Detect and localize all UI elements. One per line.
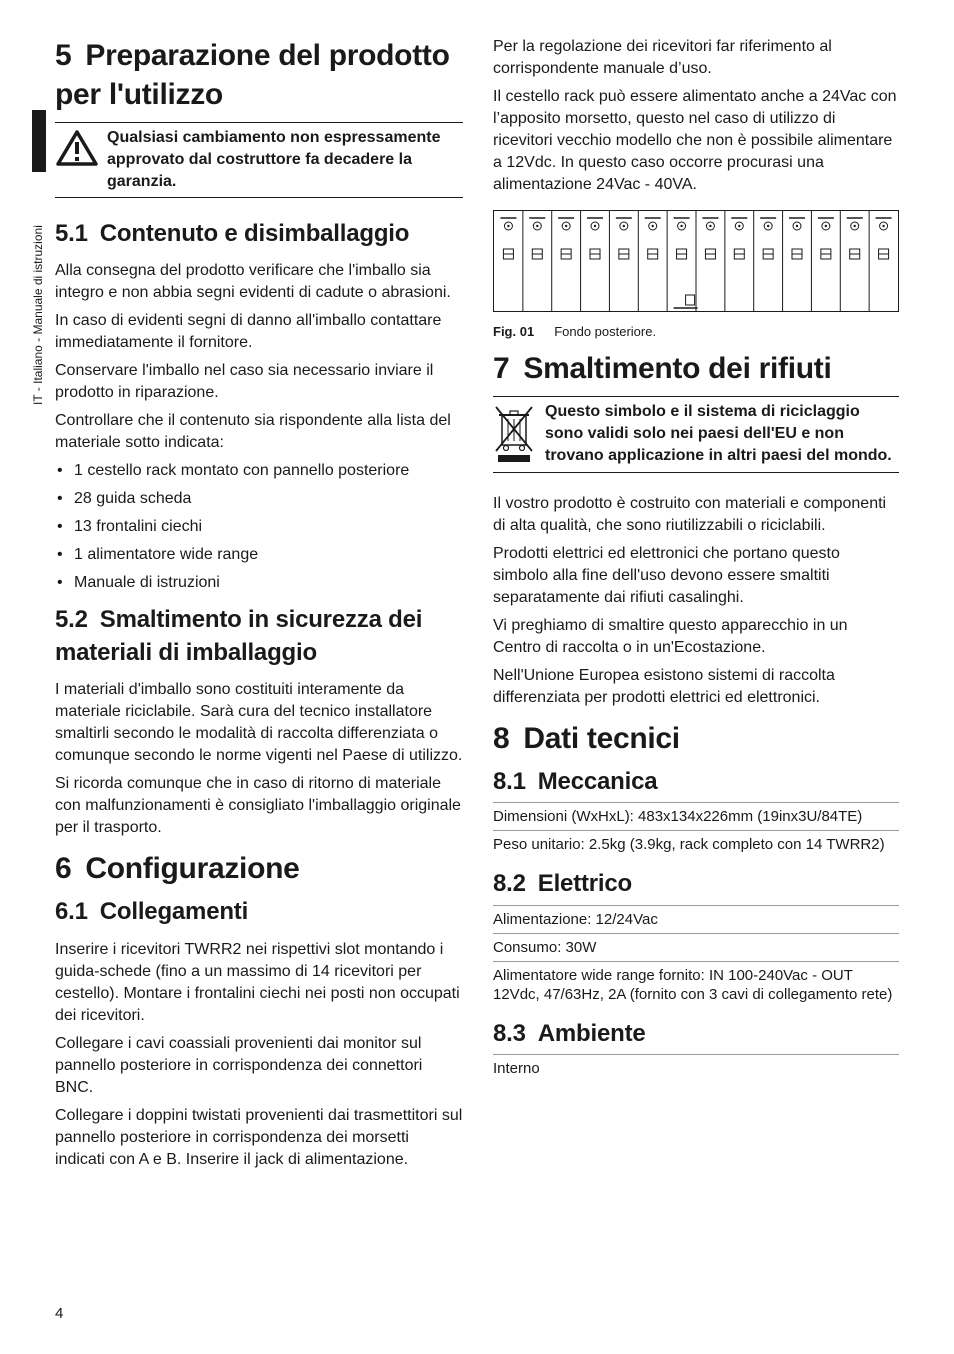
spec-table-environment bbox=[493, 1054, 899, 1082]
page-number: 4 bbox=[55, 1305, 64, 1322]
rack-slot bbox=[869, 211, 891, 311]
section-title: Collegamenti bbox=[99, 898, 249, 926]
section-title: Elettrico bbox=[537, 870, 632, 898]
sidebar-marker bbox=[32, 110, 46, 172]
section-5-heading bbox=[55, 36, 463, 114]
paragraph: Si ricorda comunque che in caso di ritorno di materiale con malfunzionamenti è consigliato l'imballaggio originale per il trasporto. bbox=[55, 775, 461, 837]
section-8-3-heading bbox=[493, 1018, 899, 1050]
warning-text: Qualsiasi cambiamento non espressamente approvato dal costruttore fa decadere la garanzia. bbox=[107, 129, 441, 190]
rack-slot bbox=[552, 211, 574, 311]
section-number: 5 bbox=[55, 39, 72, 72]
paragraph: Vi preghiamo di smaltire questo apparecchio in un Centro di raccolta o in un'Ecostazione. bbox=[493, 617, 848, 656]
list-item: • 1 cestello rack montato con pannello posteriore bbox=[55, 460, 463, 482]
spec-row: Consumo: 30W bbox=[493, 933, 899, 961]
contents-list bbox=[55, 460, 463, 594]
paragraph: Prodotti elettrici ed elettronici che portano questo simbolo alla fine dell'uso devono essere smaltiti separatamente dai rifiuti casalinghi. bbox=[493, 545, 840, 606]
spec-row: Dimensioni (WxHxL): 483x134x226mm (19inx3U/84TE) bbox=[493, 802, 899, 830]
rack-slot bbox=[696, 211, 718, 311]
section-5-1-heading bbox=[55, 218, 463, 250]
section-title: Smaltimento dei rifiuti bbox=[523, 352, 832, 385]
paragraph: I materiali d'imballo sono costituiti interamente da materiale riciclabile. Sarà cura del tecnico installatore smaltirli secondo le modalità di raccolta differenziata o comunque secondo le norme vigenti nel Paese di utilizzo. bbox=[55, 681, 463, 765]
section-number: 6 bbox=[55, 852, 72, 886]
section-title: Meccanica bbox=[537, 768, 658, 795]
paragraph: Il cestello rack può essere alimentato anche a 24Vac con l’apposito morsetto, questo nel caso di utilizzo di ricevitori vecchio modello che non è possibile alimentare a 12Vdc. In questo caso occorre procurasi una alimentazione 24Vac - 40VA. bbox=[493, 88, 897, 193]
paragraph: Nell'Unione Europea esistono sistemi di raccolta differenziata per prodotti elettrici ed elettronici. bbox=[493, 667, 835, 706]
section-number: 8.3 bbox=[493, 1019, 526, 1047]
rack-slot bbox=[840, 211, 862, 311]
section-title: Ambiente bbox=[537, 1019, 646, 1047]
paragraph: Per la regolazione dei ricevitori far riferimento al corrispondente manuale d’uso. bbox=[493, 38, 832, 77]
sidebar-language-label: IT - Italiano - Manuale di istruzioni bbox=[31, 225, 45, 405]
section-7-heading bbox=[493, 349, 899, 388]
figure-label: Fig. 01 bbox=[493, 324, 535, 339]
section-title: Smaltimento in sicurezza dei materiali di imballaggio bbox=[55, 606, 423, 666]
section-number: 5.2 bbox=[55, 606, 88, 634]
rack-slot bbox=[638, 211, 660, 311]
weee-notice-text: Questo simbolo e il sistema di riciclaggio sono validi solo nei paesi dell'EU e non trovano applicazione in altri paesi del mondo. bbox=[545, 403, 892, 464]
paragraph: Collegare i doppini twistati provenienti dai trasmettitori sul pannello posteriore in corrispondenza dei morsetti indicati con A e B. Inserire il jack di alimentazione. bbox=[55, 1106, 463, 1168]
rack-slot bbox=[500, 217, 516, 259]
section-title: Configurazione bbox=[85, 852, 300, 886]
weee-notice-box bbox=[493, 396, 899, 473]
rack-slot bbox=[811, 211, 833, 311]
section-5-2-heading bbox=[55, 604, 463, 669]
paragraph: Conservare l'imballo nel caso sia necessario inviare il prodotto in riparazione. bbox=[55, 362, 434, 402]
list-item: • 1 alimentatore wide range bbox=[55, 544, 463, 566]
rack-slot bbox=[667, 211, 689, 311]
spec-table-mechanical bbox=[493, 802, 899, 858]
rack-slot bbox=[609, 211, 631, 311]
right-column bbox=[493, 36, 899, 1082]
section-8-1-heading bbox=[493, 766, 899, 798]
section-title: Preparazione del prodotto per l'utilizzo bbox=[55, 39, 450, 111]
figure-caption-text: Fondo posteriore. bbox=[554, 324, 657, 339]
section-title: Dati tecnici bbox=[523, 722, 680, 755]
rack-slot bbox=[581, 211, 603, 311]
section-number: 8.2 bbox=[493, 870, 526, 898]
spec-row: Alimentatore wide range fornito: IN 100-240Vac - OUT 12Vdc, 47/63Hz, 2A (fornito con 3 cavi di collegamento rete) bbox=[493, 961, 899, 1008]
left-column bbox=[55, 36, 463, 1177]
section-8-heading bbox=[493, 719, 899, 758]
paragraph: Inserire i ricevitori TWRR2 nei rispettivi slot montando i guida-schede (fino a un massimo di 14 ricevitori per cestello). Montare i frontalini ciechi nei posti non occupati dei ricevitori. bbox=[55, 940, 460, 1024]
section-8-2-heading bbox=[493, 868, 899, 900]
paragraph: Controllare che il contenuto sia rispondente alla lista del materiale sotto indicata: bbox=[55, 412, 451, 452]
section-number: 5.1 bbox=[55, 220, 88, 247]
rear-panel-diagram bbox=[494, 211, 898, 311]
spec-row: Peso unitario: 2.5kg (3.9kg, rack completo con 14 TWRR2) bbox=[493, 830, 899, 858]
paragraph: Il vostro prodotto è costruito con materiali e componenti di alta qualità, che sono riutilizzabili o riciclabili. bbox=[493, 495, 887, 534]
section-number: 8.1 bbox=[493, 768, 526, 795]
paragraph: Collegare i cavi coassiali provenienti dai monitor sul pannello posteriore in corrispondenza dei connettori BNC. bbox=[55, 1034, 423, 1096]
paragraph: In caso di evidenti segni di danno all'imballo contattare immediatamente il fornitore. bbox=[55, 312, 442, 352]
weee-bin-icon bbox=[493, 401, 545, 468]
rack-slot bbox=[725, 211, 747, 311]
section-number: 6.1 bbox=[55, 898, 88, 926]
rack-slot bbox=[523, 211, 545, 311]
power-connector-icon bbox=[674, 295, 698, 308]
warning-box bbox=[55, 122, 463, 198]
section-number: 8 bbox=[493, 722, 510, 755]
rack-slot bbox=[783, 211, 805, 311]
warning-triangle-icon bbox=[55, 127, 107, 193]
list-item: • Manuale di istruzioni bbox=[55, 572, 463, 594]
section-6-1-heading bbox=[55, 896, 463, 928]
figure-caption bbox=[493, 324, 899, 339]
spec-table-electrical bbox=[493, 905, 899, 1008]
section-number: 7 bbox=[493, 352, 510, 385]
spec-row: Alimentazione: 12/24Vac bbox=[493, 905, 899, 933]
spec-row: Interno bbox=[493, 1054, 899, 1082]
rack-slot bbox=[754, 211, 776, 311]
list-item: • 13 frontalini ciechi bbox=[55, 516, 463, 538]
list-item: • 28 guida scheda bbox=[55, 488, 463, 510]
paragraph: Alla consegna del prodotto verificare che l'imballo sia integro e non abbia segni evidenti di cadute o abrasioni. bbox=[55, 262, 451, 302]
rear-panel-figure bbox=[493, 210, 899, 312]
section-6-heading bbox=[55, 849, 463, 888]
section-title: Contenuto e disimballaggio bbox=[99, 220, 410, 247]
